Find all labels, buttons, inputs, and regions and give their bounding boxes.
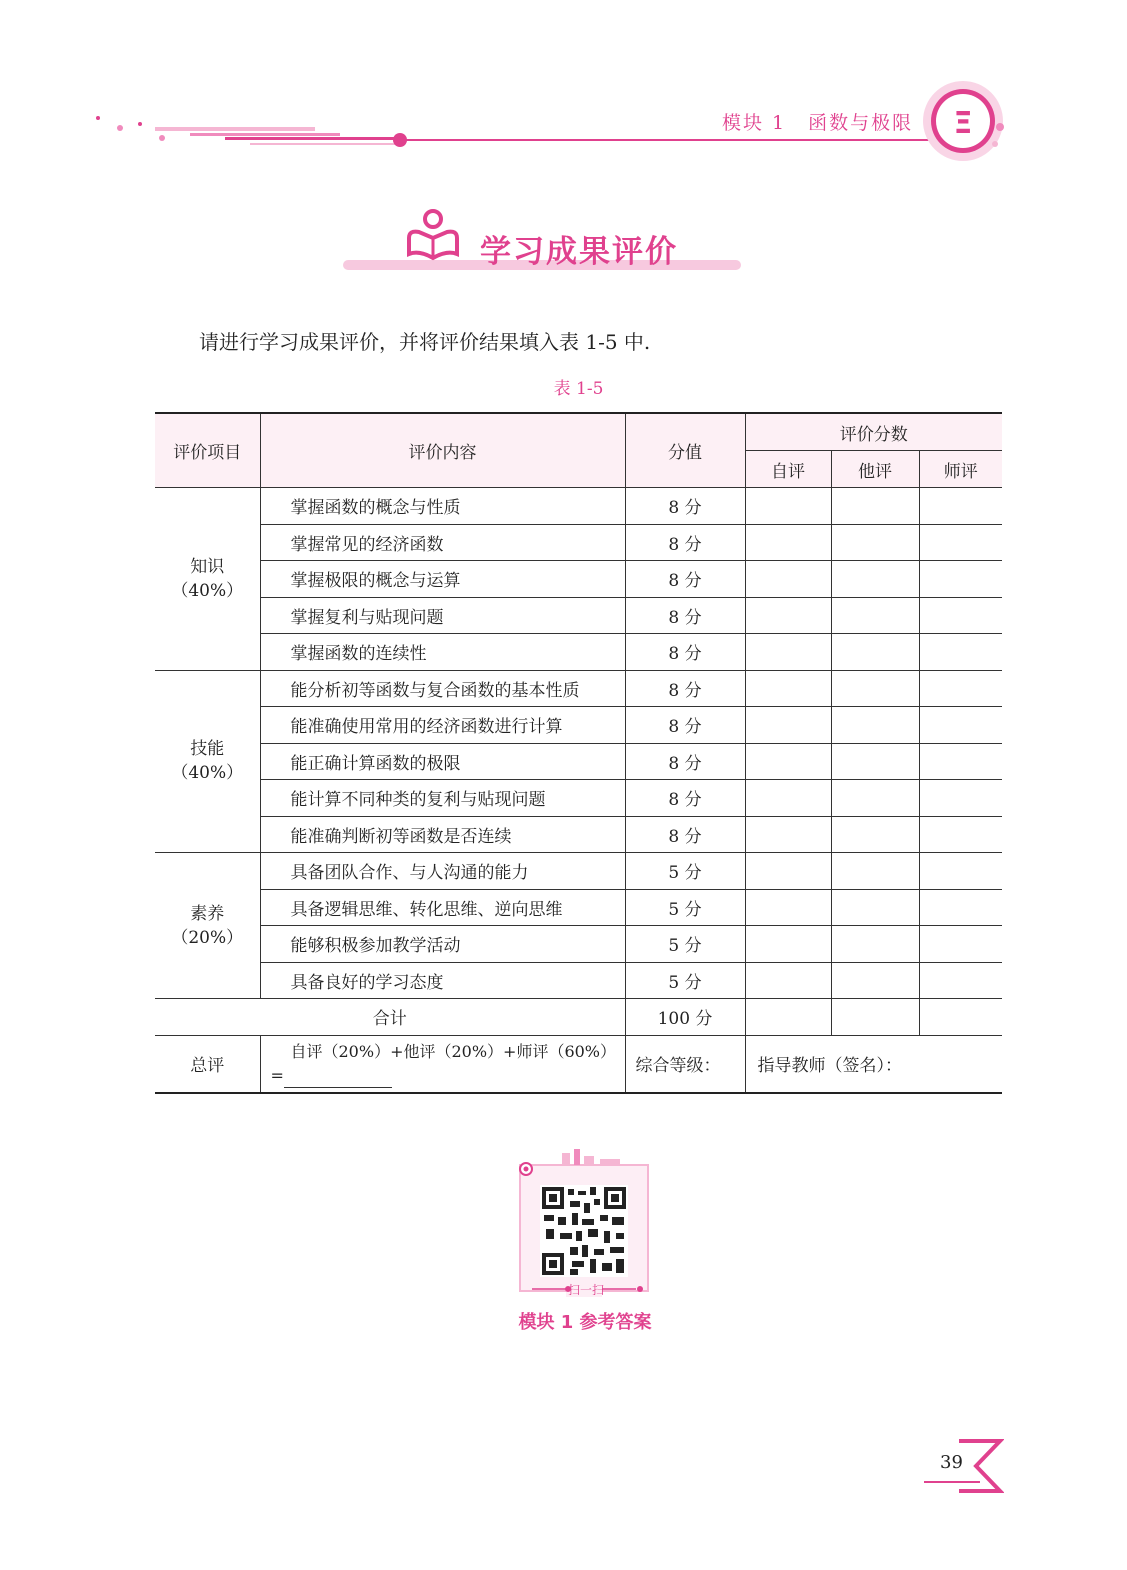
qr-caption: 模块 1 参考答案 (518, 1312, 652, 1333)
equals-sign: = (270, 1065, 284, 1085)
summary-formula: 自评（20%）+他评（20%）+师评（60%） (290, 1041, 617, 1061)
content-cell: 掌握函数的连续性 (260, 634, 625, 671)
header-item: 评价项目 (155, 413, 260, 488)
table-row (155, 743, 1002, 780)
self-score-input[interactable] (745, 634, 831, 671)
qr-code[interactable] (512, 1147, 656, 1307)
category-weight: （40%） (171, 580, 244, 601)
self-score-input[interactable] (745, 524, 831, 561)
category-name: 知识 (190, 556, 225, 577)
peer-score-input[interactable] (831, 743, 919, 780)
peer-score-input[interactable] (831, 962, 919, 999)
score-cell: 5 分 (625, 889, 745, 926)
teacher-total-input[interactable] (919, 999, 1002, 1036)
chapter-title: 函数与极限 (808, 112, 914, 134)
table-row (155, 780, 1002, 817)
intro-text: 请进行学习成果评价，并将评价结果填入表 1-5 中. (199, 330, 651, 354)
self-score-input[interactable] (745, 670, 831, 707)
category-name: 素养 (190, 903, 225, 924)
table-row (155, 962, 1002, 999)
teacher-score-input[interactable] (919, 780, 1002, 817)
teacher-score-input[interactable] (919, 889, 1002, 926)
teacher-score-input[interactable] (919, 816, 1002, 853)
header-score: 分值 (625, 413, 745, 488)
teacher-score-input[interactable] (919, 670, 1002, 707)
table-row (155, 524, 1002, 561)
header-self: 自评 (745, 451, 831, 488)
summary-row (155, 1035, 1002, 1093)
self-score-input[interactable] (745, 889, 831, 926)
content-cell: 具备逻辑思维、转化思维、逆向思维 (260, 889, 625, 926)
table-row (155, 561, 1002, 598)
section-title: 学习成果评价 (480, 234, 678, 270)
score-cell: 8 分 (625, 743, 745, 780)
peer-score-input[interactable] (831, 816, 919, 853)
peer-score-input[interactable] (831, 707, 919, 744)
header-decoration (0, 0, 1127, 190)
content-cell: 能够积极参加教学活动 (260, 926, 625, 963)
table-row (155, 597, 1002, 634)
header-content: 评价内容 (260, 413, 625, 488)
score-cell: 8 分 (625, 488, 745, 525)
peer-score-input[interactable] (831, 524, 919, 561)
score-cell: 8 分 (625, 634, 745, 671)
peer-score-input[interactable] (831, 597, 919, 634)
peer-score-input[interactable] (831, 670, 919, 707)
header-rating: 评价分数 (745, 413, 1002, 451)
score-cell: 8 分 (625, 780, 745, 817)
self-score-input[interactable] (745, 597, 831, 634)
self-score-input[interactable] (745, 488, 831, 525)
teacher-score-input[interactable] (919, 743, 1002, 780)
teacher-score-input[interactable] (919, 926, 1002, 963)
content-cell: 能准确使用常用的经济函数进行计算 (260, 707, 625, 744)
teacher-score-input[interactable] (919, 707, 1002, 744)
header-teacher: 师评 (919, 451, 1002, 488)
module-heading (722, 108, 913, 135)
content-cell: 掌握常见的经济函数 (260, 524, 625, 561)
content-cell: 掌握极限的概念与运算 (260, 561, 625, 598)
content-cell: 能准确判断初等函数是否连续 (260, 816, 625, 853)
peer-score-input[interactable] (831, 561, 919, 598)
self-score-input[interactable] (745, 743, 831, 780)
summary-formula-cell (260, 1035, 625, 1093)
teacher-score-input[interactable] (919, 524, 1002, 561)
peer-total-input[interactable] (831, 999, 919, 1036)
table-row (155, 853, 1002, 890)
score-cell: 8 分 (625, 670, 745, 707)
result-blank[interactable] (284, 1071, 392, 1088)
table-row (155, 488, 1002, 525)
self-score-input[interactable] (745, 561, 831, 598)
qr-scan-label: 扫一扫 (567, 1283, 605, 1297)
category-name: 技能 (190, 739, 225, 760)
table-row (155, 634, 1002, 671)
score-cell: 5 分 (625, 853, 745, 890)
score-cell: 8 分 (625, 524, 745, 561)
peer-score-input[interactable] (831, 780, 919, 817)
category-cell (155, 488, 260, 671)
content-cell: 能正确计算函数的极限 (260, 743, 625, 780)
content-cell: 具备团队合作、与人沟通的能力 (260, 853, 625, 890)
table-row (155, 889, 1002, 926)
total-row (155, 999, 1002, 1036)
page-number-decoration (924, 1438, 1004, 1494)
module-number: 模块 1 (722, 112, 787, 134)
category-cell (155, 670, 260, 853)
category-weight: （20%） (171, 927, 244, 948)
total-score: 100 分 (625, 999, 745, 1036)
teacher-signature: 指导教师（签名）： (745, 1035, 1002, 1093)
summary-result-line (271, 1064, 625, 1088)
reading-person-icon (403, 206, 467, 264)
grade-label: 综合等级： (625, 1035, 745, 1093)
self-score-input[interactable] (745, 816, 831, 853)
score-cell: 8 分 (625, 561, 745, 598)
table-row (155, 926, 1002, 963)
self-total-input[interactable] (745, 999, 831, 1036)
teacher-score-input[interactable] (919, 962, 1002, 999)
page-number: 39 (940, 1452, 963, 1473)
table-row (155, 816, 1002, 853)
total-label: 合计 (155, 999, 625, 1036)
teacher-score-input[interactable] (919, 488, 1002, 525)
score-cell: 5 分 (625, 926, 745, 963)
summary-label: 总评 (155, 1035, 260, 1093)
header-peer: 他评 (831, 451, 919, 488)
self-score-input[interactable] (745, 926, 831, 963)
score-cell: 5 分 (625, 962, 745, 999)
content-cell: 能计算不同种类的复利与贴现问题 (260, 780, 625, 817)
teacher-score-input[interactable] (919, 634, 1002, 671)
category-weight: （40%） (171, 763, 244, 784)
table-row (155, 707, 1002, 744)
table-row (155, 670, 1002, 707)
content-cell: 具备良好的学习态度 (260, 962, 625, 999)
peer-score-input[interactable] (831, 926, 919, 963)
peer-score-input[interactable] (831, 853, 919, 890)
self-score-input[interactable] (745, 707, 831, 744)
teacher-score-input[interactable] (919, 853, 1002, 890)
score-cell: 8 分 (625, 816, 745, 853)
peer-score-input[interactable] (831, 634, 919, 671)
teacher-score-input[interactable] (919, 561, 1002, 598)
content-cell: 掌握复利与贴现问题 (260, 597, 625, 634)
svg-text:Ξ: Ξ (953, 106, 973, 141)
self-score-input[interactable] (745, 853, 831, 890)
peer-score-input[interactable] (831, 488, 919, 525)
score-cell: 8 分 (625, 597, 745, 634)
table-caption: 表 1-5 (553, 379, 604, 399)
self-score-input[interactable] (745, 962, 831, 999)
evaluation-table (155, 412, 1002, 1094)
self-score-input[interactable] (745, 780, 831, 817)
content-cell: 掌握函数的概念与性质 (260, 488, 625, 525)
peer-score-input[interactable] (831, 889, 919, 926)
score-cell: 8 分 (625, 707, 745, 744)
teacher-score-input[interactable] (919, 597, 1002, 634)
content-cell: 能分析初等函数与复合函数的基本性质 (260, 670, 625, 707)
category-cell (155, 853, 260, 999)
